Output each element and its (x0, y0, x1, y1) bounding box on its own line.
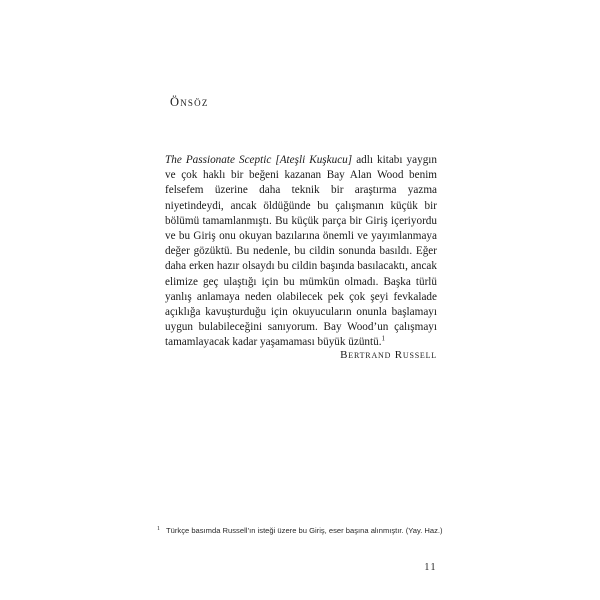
footnote-reference: 1 (381, 334, 386, 343)
footnote-text: Türkçe basımda Russell’ın isteği üzere bu Giriş, eser başına alınmıştır. (Yay. Haz.) (166, 526, 443, 535)
author-signature: Bertrand Russell (340, 349, 437, 361)
book-title-translation: [Ateşli Kuşkucu] (275, 154, 353, 166)
preface-paragraph (165, 153, 437, 351)
preface-text: adlı kitabı yaygın ve çok haklı bir beğeni kazanan Bay Alan Wood benim felsefem üzerine daha teknik bir araştırma yazma niyetindeydi, ancak öldüğünde bu çalışmanın küçük bir bölümü tamamlanmıştı. Bu küçük parça bir Giriş içeriyordu ve bu Giriş onu okuyan bazılarına önemli ve yayımlanmaya değer gözüktü. Bu nedenle, bu cildin sonunda basıldı. Eğer daha erken hazır olsaydı bu cildin başında basılacaktı, ancak elimize geç ulaştığı için bu mümkün olmadı. Başka türlü yanlış anlamaya neden olabilecek pek çok şeyi fevkalade açıklığa kavuşturduğu için okuyucuların onunla başlamayı uygun bulabileceğini sanıyorum. Bay Wood’un çalışmayı tamamlayacak kadar yaşamaması büyük üzüntü. (165, 154, 438, 349)
page-heading: Önsöz (170, 95, 209, 109)
page-number: 11 (424, 562, 437, 573)
book-title: The Passionate Sceptic (165, 154, 272, 166)
footnote (157, 526, 447, 537)
footnote-mark: 1 (157, 526, 160, 532)
